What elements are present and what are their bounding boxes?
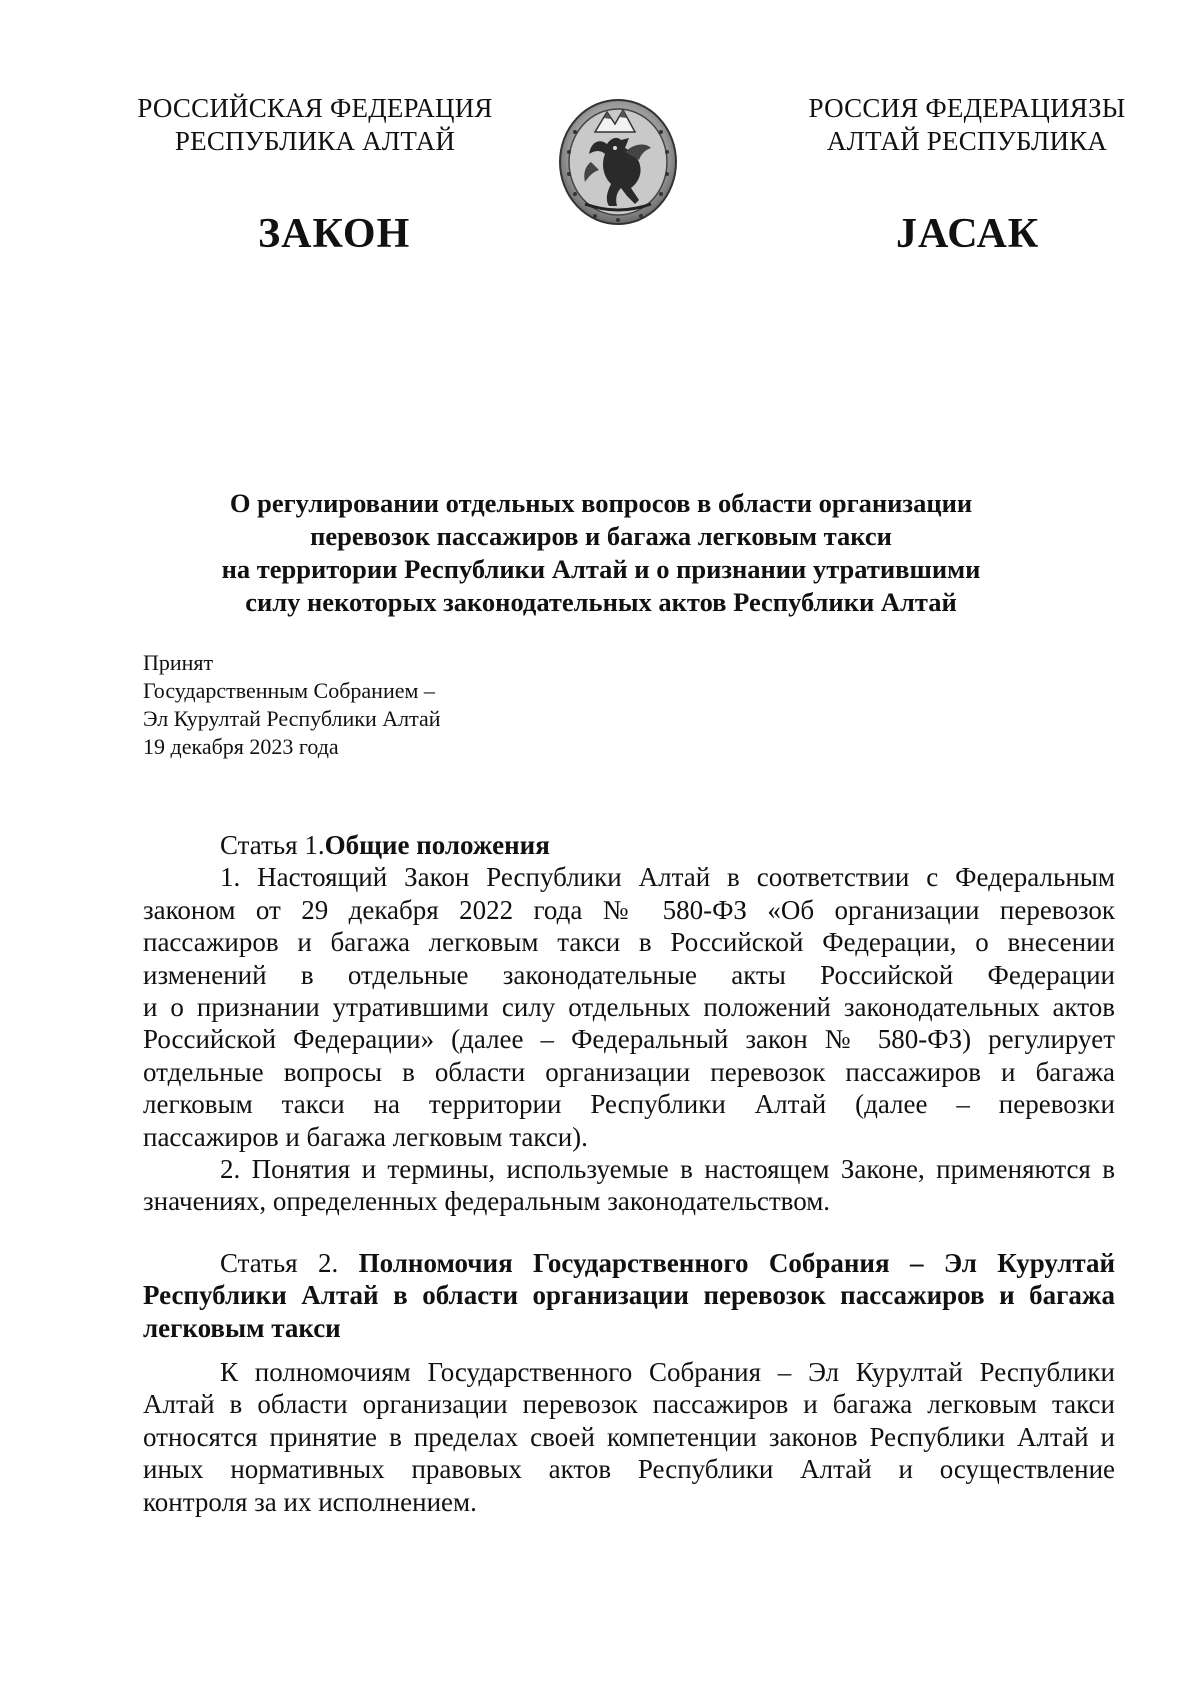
article-2-heading-line	[143, 1247, 1115, 1279]
adopted-body-name: Эл Курултай Республики Алтай	[143, 706, 441, 731]
adoption-block	[143, 649, 441, 761]
article-1-heading	[143, 829, 1115, 861]
header-right-republic: АЛТАЙ РЕСПУБЛИКА	[826, 126, 1108, 156]
title-line: на территории Республики Алтай и о признании утратившими	[221, 554, 981, 584]
article-2-title: Полномочия Государственного Собрания – Эл Курултай	[358, 1248, 1115, 1278]
paragraph-line: Алтай в области организации перевозок пассажиров и багажа легковым такси	[143, 1389, 1115, 1420]
paragraph-line: иных нормативных правовых актов Республики Алтай и осуществление	[143, 1454, 1115, 1485]
article-2-prefix: Статья 2.	[220, 1248, 359, 1278]
paragraph-line: пассажиров и багажа легковым такси).	[143, 1121, 588, 1152]
paragraph-line: пассажиров и багажа легковым такси в Российской Федерации, о внесении	[143, 927, 1115, 958]
paragraph-line: 1. Настоящий Закон Республики Алтай в соответствии с Федеральным	[220, 862, 1115, 893]
paragraph-line: относятся принятие в пределах своей компетенции законов Республики Алтай и	[143, 1421, 1115, 1452]
article-2	[143, 1247, 1115, 1344]
adopted-date: 19 декабря 2023 года	[143, 734, 339, 759]
paragraph-line: К полномочиям Государственного Собрания – Эл Курултай Республики	[220, 1357, 1115, 1387]
article-2-heading-line: Республики Алтай в области организации перевозок пассажиров и багажа	[143, 1280, 1115, 1311]
header-left-republic: РЕСПУБЛИКА АЛТАЙ	[174, 126, 456, 156]
paragraph-line: законом от 29 декабря 2022 года № 580-ФЗ «Об организации перевозок	[143, 894, 1115, 925]
paragraph-line: контроля за их исполнением.	[143, 1486, 477, 1517]
article-1	[143, 829, 1115, 1218]
header-right-block	[792, 92, 1142, 158]
law-title-altai: ЈАСАК	[896, 211, 1040, 257]
title-line: силу некоторых законодательных актов Республики Алтай	[245, 587, 957, 617]
header-left-country: РОССИЙСКАЯ ФЕДЕРАЦИЯ	[137, 93, 493, 123]
article-1-prefix: Статья 1.	[220, 830, 325, 860]
title-line: перевозок пассажиров и багажа легковым такси	[310, 521, 892, 551]
header-right-country: РОССИЯ ФЕДЕРАЦИЯЗЫ	[808, 93, 1126, 123]
paragraph-line: значениях, определенных федеральным законодательством.	[143, 1186, 831, 1217]
paragraph-line: легковым такси на территории Республики Алтай (далее – перевозки	[143, 1089, 1115, 1120]
paragraph-line: изменений в отдельные законодательные акты Российской Федерации	[143, 959, 1115, 990]
paragraph-line: и о признании утратившими силу отдельных положений законодательных актов	[143, 991, 1115, 1022]
law-title	[150, 487, 1052, 619]
header-left-block	[120, 92, 510, 158]
article-2-heading-line: легковым такси	[143, 1312, 341, 1343]
article-1-title: Общие положения	[324, 830, 550, 860]
article-2-text	[143, 1356, 1115, 1518]
coat-of-arms-altai-icon	[555, 92, 681, 228]
adopted-body: Государственным Собранием –	[143, 678, 435, 703]
law-title-russian: ЗАКОН	[258, 211, 411, 257]
paragraph-line: Российской Федерации» (далее – Федеральный закон № 580-ФЗ) регулирует	[143, 1024, 1115, 1055]
paragraph-line: отдельные вопросы в области организации перевозок пассажиров и багажа	[143, 1056, 1115, 1087]
paragraph-line: 2. Понятия и термины, используемые в настоящем Законе, применяются в	[220, 1153, 1115, 1184]
title-line: О регулировании отдельных вопросов в области организации	[229, 488, 973, 518]
adopted-label: Принят	[143, 650, 214, 675]
